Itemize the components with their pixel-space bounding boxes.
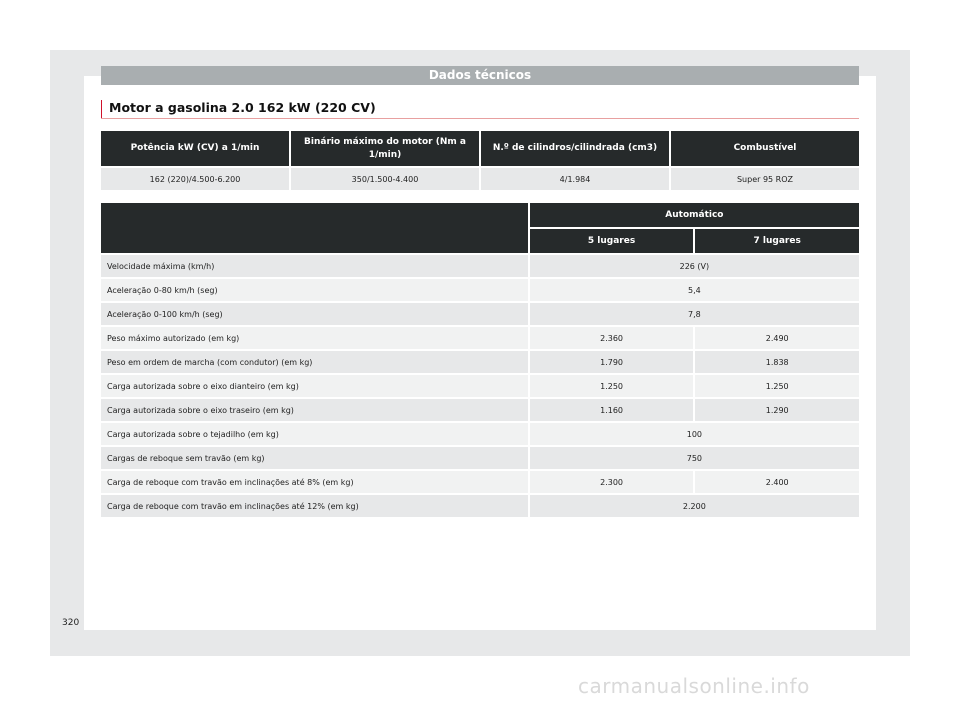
empty-header-cell bbox=[101, 203, 528, 253]
row-value-5-seats: 1.250 bbox=[530, 375, 694, 397]
table-row bbox=[101, 495, 859, 517]
table-row bbox=[101, 399, 859, 421]
table-row bbox=[101, 351, 859, 373]
row-value-7-seats: 2.490 bbox=[695, 327, 859, 349]
group-header-automatic: Automático bbox=[530, 203, 859, 227]
table-row bbox=[101, 255, 859, 277]
row-value: 750 bbox=[530, 447, 859, 469]
table-row bbox=[101, 168, 859, 190]
row-label: Velocidade máxima (km/h) bbox=[101, 255, 528, 277]
column-header: Binário máximo do motor (Nm a 1/min) bbox=[291, 131, 479, 166]
row-value-5-seats: 2.360 bbox=[530, 327, 694, 349]
table-cell: 4/1.984 bbox=[481, 168, 669, 190]
row-label: Aceleração 0-80 km/h (seg) bbox=[101, 279, 528, 301]
table-row bbox=[101, 471, 859, 493]
column-header: Combustível bbox=[671, 131, 859, 166]
table-row bbox=[101, 423, 859, 445]
row-value: 226 (V) bbox=[530, 255, 859, 277]
table-cell: 350/1.500-4.400 bbox=[291, 168, 479, 190]
row-label: Carga autorizada sobre o eixo traseiro (em kg) bbox=[101, 399, 528, 421]
section-title: Motor a gasolina 2.0 162 kW (220 CV) bbox=[109, 100, 376, 115]
chapter-header: Dados técnicos bbox=[101, 66, 859, 85]
row-value: 2.200 bbox=[530, 495, 859, 517]
row-value-7-seats: 2.400 bbox=[695, 471, 859, 493]
page-number: 320 bbox=[62, 618, 80, 628]
row-value-5-seats: 1.160 bbox=[530, 399, 694, 421]
table-row bbox=[101, 279, 859, 301]
row-label: Aceleração 0-100 km/h (seg) bbox=[101, 303, 528, 325]
table-cell: 162 (220)/4.500-6.200 bbox=[101, 168, 289, 190]
column-header-5-seats: 5 lugares bbox=[530, 229, 694, 253]
row-value-7-seats: 1.250 bbox=[695, 375, 859, 397]
row-value: 100 bbox=[530, 423, 859, 445]
row-label: Carga autorizada sobre o tejadilho (em kg) bbox=[101, 423, 528, 445]
watermark-logo: carmanualsonline.info bbox=[578, 674, 810, 698]
engine-spec-table bbox=[99, 129, 861, 192]
row-value-5-seats: 2.300 bbox=[530, 471, 694, 493]
table-row bbox=[101, 375, 859, 397]
row-label: Peso máximo autorizado (em kg) bbox=[101, 327, 528, 349]
row-value-7-seats: 1.290 bbox=[695, 399, 859, 421]
table-header-row bbox=[101, 131, 859, 166]
row-label: Carga de reboque com travão em inclinações até 12% (em kg) bbox=[101, 495, 528, 517]
table-group-header-row bbox=[101, 203, 859, 227]
table-row bbox=[101, 447, 859, 469]
row-label: Carga de reboque com travão em inclinações até 8% (em kg) bbox=[101, 471, 528, 493]
row-label: Peso em ordem de marcha (com condutor) (em kg) bbox=[101, 351, 528, 373]
section-accent-bar bbox=[101, 100, 102, 118]
column-header: N.º de cilindros/cilindrada (cm3) bbox=[481, 131, 669, 166]
row-value: 7,8 bbox=[530, 303, 859, 325]
performance-table bbox=[99, 201, 861, 519]
row-label: Cargas de reboque sem travão (em kg) bbox=[101, 447, 528, 469]
column-header: Potência kW (CV) a 1/min bbox=[101, 131, 289, 166]
row-value: 5,4 bbox=[530, 279, 859, 301]
table-cell: Super 95 ROZ bbox=[671, 168, 859, 190]
table-row bbox=[101, 303, 859, 325]
row-value-5-seats: 1.790 bbox=[530, 351, 694, 373]
row-label: Carga autorizada sobre o eixo dianteiro (em kg) bbox=[101, 375, 528, 397]
row-value-7-seats: 1.838 bbox=[695, 351, 859, 373]
section-heading bbox=[101, 98, 859, 119]
column-header-7-seats: 7 lugares bbox=[695, 229, 859, 253]
table-row bbox=[101, 327, 859, 349]
